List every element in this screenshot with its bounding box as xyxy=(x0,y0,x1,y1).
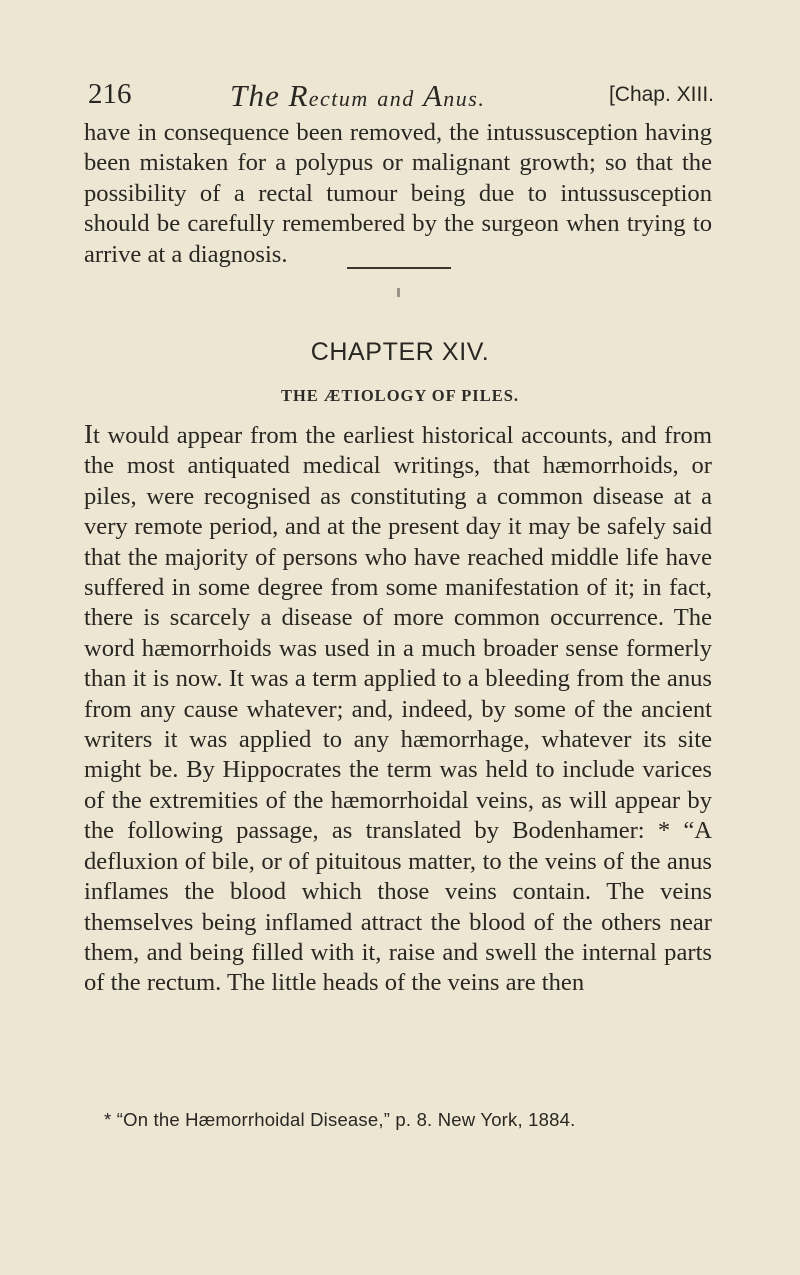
chapter-opening-paragraph xyxy=(84,419,712,999)
chapter-opening-text xyxy=(84,419,712,999)
footnote: * “On the Hæmorrhoidal Disease,” p. 8. New York, 1884. xyxy=(104,1109,576,1130)
running-title xyxy=(230,78,485,114)
divider-mark xyxy=(397,288,400,297)
running-title-the: The xyxy=(230,78,281,113)
drop-initial: I xyxy=(84,419,93,449)
continued-paragraph xyxy=(84,118,712,270)
running-title-ectum: ectum xyxy=(308,86,369,111)
continued-paragraph-text: have in consequence been removed, the intussusception having been mistaken for a polypus or malignant growth; so that the possibility of a rectal tumour being due to intussusception should be carefully remembered by the surgeon when trying to arrive at a diagnosis. xyxy=(84,119,712,268)
running-head xyxy=(82,78,714,112)
section-divider xyxy=(347,267,451,269)
running-title-and: and xyxy=(377,86,415,111)
running-title-nus: nus. xyxy=(443,86,486,111)
chapter-reference: [Chap. XIII. xyxy=(608,83,714,106)
chapter-title: CHAPTER XIV. xyxy=(310,338,490,366)
running-title-r: R xyxy=(288,78,309,113)
page-number: 216 xyxy=(88,78,132,110)
paragraph-body: would appear from the earliest historical accounts, and from the most antiquated medical writings, that hæmorrhoids, or piles, were recognised as constituting a common disease at a very remote period, and at the present day it may be safely said that the majority of persons who have reached middle life have suffered in some degree from some manifestation of it; in fact, there is scarcely a disease of more common occurrence. The word hæmorrhoids was used in a much broader sense formerly than it is now. It was a term applied to a bleeding from the anus from any cause whatever; and, indeed, by some of the ancient writers it was applied to any hæmorrhage, whatever its site might be. By Hippocrates the term was held to include varices of the extremities of the hæmorrhoidal veins, as will appear by the following passage, as translated by Bodenhamer: * “A defluxion of bile, or of pituitous matter, to the veins of the anus inflames the blood which those veins contain. The veins themselves being inflamed attract the blood of the others near them, and being filled with it, raise and swell the internal parts of the rectum. The little heads of the veins are then xyxy=(84,422,712,997)
running-title-a: A xyxy=(423,78,444,113)
chapter-subtitle: THE ÆTIOLOGY OF PILES. xyxy=(280,386,520,405)
first-word-rest: t xyxy=(93,422,100,449)
